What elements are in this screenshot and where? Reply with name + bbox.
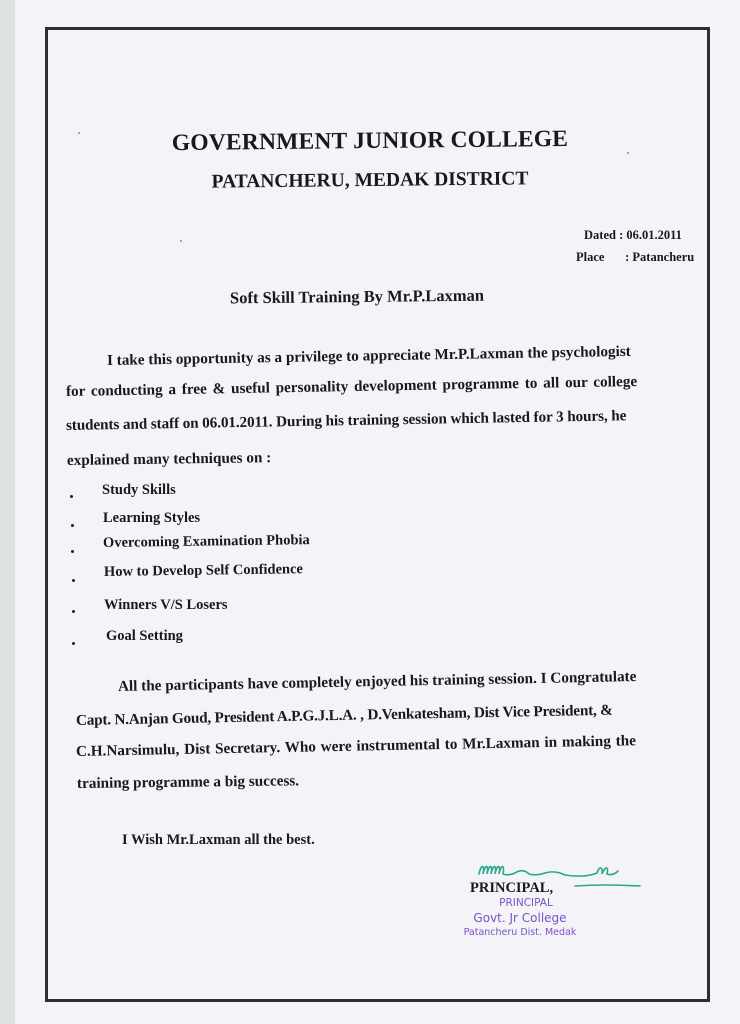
signature-stroke [479, 867, 618, 877]
list-item-text: Study Skills [102, 482, 176, 498]
paragraph-line: for conducting a free & useful personality development programme to all our college [65, 373, 638, 400]
place-label: Place [576, 250, 605, 264]
closing-line: I Wish Mr.Laxman all the best. [122, 832, 315, 848]
dated-label: Dated : [584, 228, 624, 242]
bullet-icon [71, 550, 74, 553]
list-item-text: Winners V/S Losers [104, 597, 228, 613]
bullet-icon [72, 642, 75, 645]
dated-line [584, 228, 682, 243]
place-value: : Patancheru [625, 250, 695, 264]
stamp-line: Patancheru Dist. Medak [463, 927, 577, 938]
official-stamp [440, 897, 600, 938]
paragraph-line: All the participants have completely enjoyed his training session. I Congratulate [117, 668, 637, 695]
paragraph-line: explained many techniques on : [66, 449, 272, 469]
stamp-line: Govt. Jr College [473, 911, 567, 925]
institution-title: GOVERNMENT JUNIOR COLLEGE [171, 125, 569, 157]
list-item-text: Overcoming Examination Phobia [102, 532, 310, 551]
bullet-icon [70, 495, 73, 498]
paragraph-line: training programme a big success. [76, 772, 300, 792]
paragraph-line: C.H.Narsimulu, Dist Secretary. Who were instrumental to Mr.Laxman in making the [75, 732, 637, 760]
paragraph-line: students and staff on 06.01.2011. During his training session which lasted for 3 hours, he [65, 407, 627, 434]
bullet-icon [71, 524, 74, 527]
stamp-line: PRINCIPAL [499, 897, 553, 909]
list-item-text: How to Develop Self Confidence [103, 561, 304, 580]
list-item-text: Goal Setting [106, 628, 183, 644]
list-item-text: Learning Styles [103, 510, 201, 526]
dated-value: 06.01.2011 [626, 228, 682, 242]
paper-speck [180, 240, 182, 242]
signature-underline [575, 885, 640, 886]
signatory-title: PRINCIPAL, [470, 880, 554, 896]
place-line [576, 250, 694, 265]
institution-location: PATANCHERU, MEDAK DISTRICT [211, 168, 529, 193]
paragraph-line: Capt. N.Anjan Goud, President A.P.G.J.L.A. , D.Venkatesham, Dist Vice President, & [75, 701, 613, 729]
bullet-icon [72, 579, 75, 582]
bullet-icon [72, 610, 75, 613]
subject-heading: Soft Skill Training By Mr.P.Laxman [229, 285, 485, 308]
paragraph-line: I take this opportunity as a privilege to appreciate Mr.P.Laxman the psychologist [106, 342, 631, 369]
